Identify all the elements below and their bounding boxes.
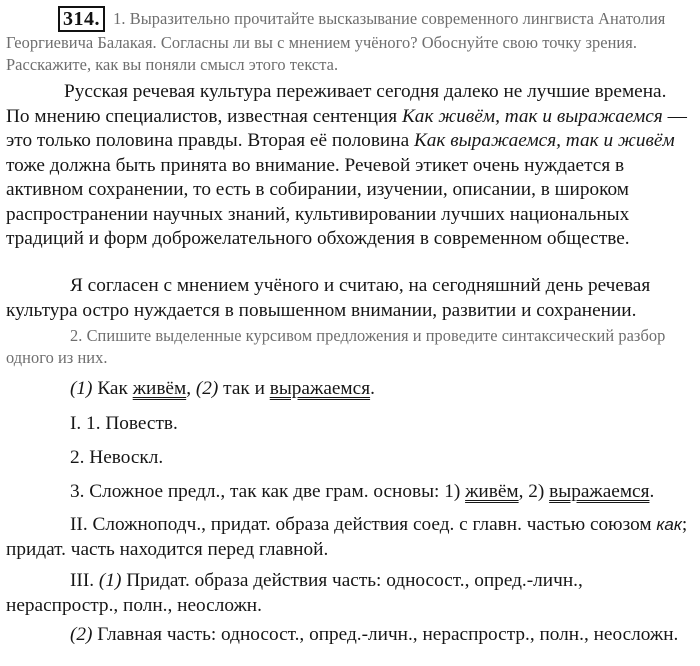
predicate-2: выражаемся <box>269 378 371 399</box>
task-2 <box>6 325 694 369</box>
task-2-number: 2. <box>70 326 83 345</box>
predicate-1: живём <box>132 378 187 399</box>
analysis-line-1: I. 1. Повеств. <box>70 413 178 434</box>
analysis-text: 3. Сложное предл., так как две грам. основы: 1) <box>70 481 466 502</box>
quote-italic-1: Как живём, так и выражаемся <box>402 105 663 127</box>
analysis-text: , 2) <box>518 481 550 502</box>
quote-text-2: — это только половина правды. Вторая её половина <box>6 105 687 151</box>
analysis-text: Главная часть: односост., опред.-личн., нераспростр., полн., неосложн. <box>92 624 679 645</box>
task-1-text: Выразительно прочитайте высказывание современного лингвиста Анатолия Георгиевича Балакая. Согласны ли вы с мнением учёного? Обоснуйте свою точку зрения. Расскажите, как вы поняли смысл этого текста. <box>6 9 666 74</box>
quote-italic-2: Как выражаемся, так и живём <box>413 130 675 151</box>
analysis-line-4 <box>6 513 696 562</box>
punct: . <box>649 481 655 502</box>
clause-marker-1: (1) <box>70 378 93 399</box>
predicate-2: выражаемся <box>549 481 650 502</box>
sentence-word: Как <box>97 378 128 399</box>
task-1-number: 1. <box>113 9 126 28</box>
task-1 <box>6 6 694 76</box>
clause-marker-2: (2) <box>70 624 93 645</box>
predicate-1: живём <box>465 481 519 502</box>
analysis-line-5 <box>6 569 696 618</box>
quote-paragraph <box>6 80 694 252</box>
analysis-text: ; придат. часть находится перед главной. <box>6 514 688 560</box>
punct: , <box>186 378 192 399</box>
analysis-line-3 <box>70 480 654 505</box>
analysis-text: III. <box>70 570 99 591</box>
analysis-text: Придат. образа действия часть: односост., опред.-личн., нераспростр., полн., неосложн. <box>6 570 583 616</box>
task-2-text: Спишите выделенные курсивом предложения и проведите синтаксический разбор одного из них. <box>6 326 666 367</box>
analysis-line-2: 2. Невоскл. <box>70 447 164 468</box>
sentence-word: так и <box>223 378 265 399</box>
punct: . <box>370 378 375 399</box>
analysis-text: II. Сложноподч., придат. образа действия соед. с главн. частью союзом <box>70 514 657 535</box>
quote-text-3: тоже должна быть принята во внимание. Речевой этикет очень нуждается в активном сохранении, то есть в собирании, изучении, описании, в широком распространении научных знаний, культивировании лучших национальных традиций и форм доброжелательного обхождения в современном обществе. <box>6 154 630 249</box>
answer-paragraph: Я согласен с мнением учёного и считаю, на сегодняшний день речевая культура остро нуждается в повышенном внимании, развитии и сохранении. <box>6 275 651 321</box>
quote-text-1: Русская речевая культура переживает сегодня далеко не лучшие времена. По мнению специалистов, известная сентенция <box>6 81 667 127</box>
clause-marker-2: (2) <box>195 378 219 399</box>
example-sentence <box>70 377 375 402</box>
conjunction-italic: как <box>656 515 682 534</box>
exercise-number-badge: 314. <box>58 6 105 32</box>
analysis-line-6 <box>6 623 696 648</box>
clause-marker-1: (1) <box>98 570 122 591</box>
